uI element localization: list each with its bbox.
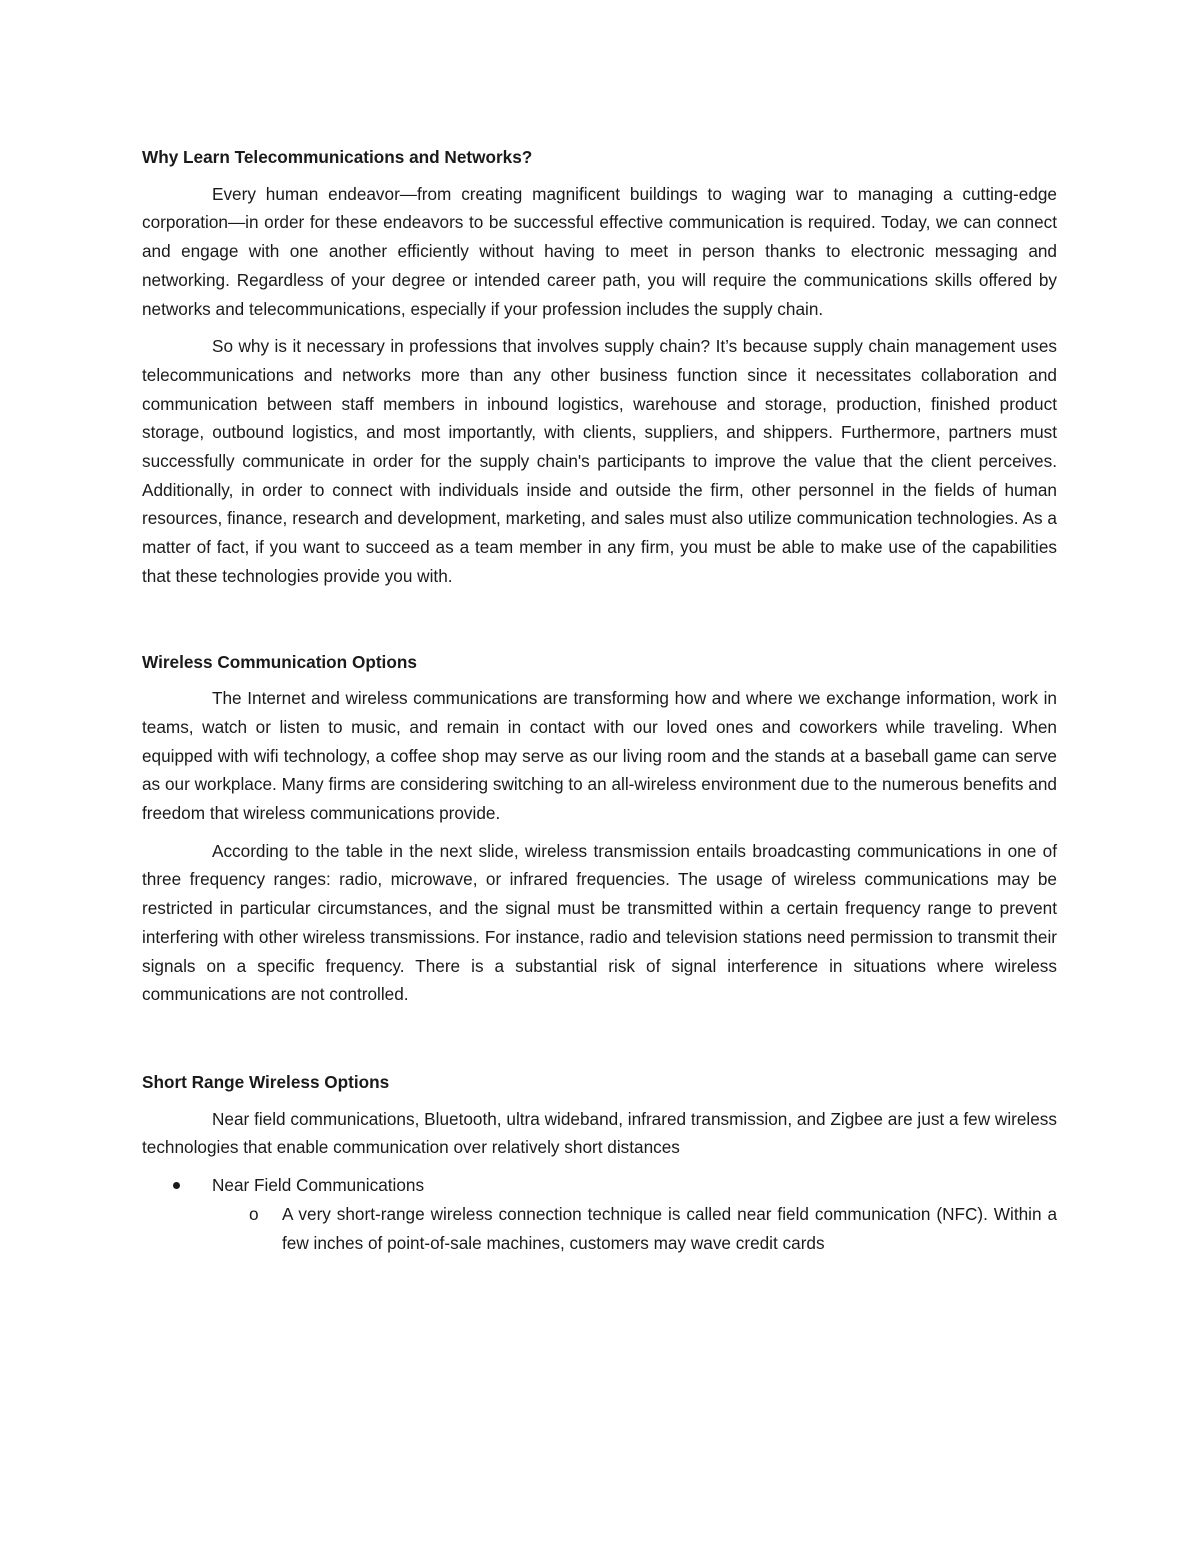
bullet-list [142, 1171, 1057, 1257]
paragraph: The Internet and wireless communications are transforming how and where we exchange information, work in teams, watch or listen to music, and remain in contact with our loved ones and coworkers while traveling. When equipped with wifi technology, a coffee shop may serve as our living room and the stands at a baseball game can serve as our workplace. Many firms are considering switching to an all-wireless environment due to the numerous benefits and freedom that wireless communications provide. [142, 688, 1057, 824]
paragraph: So why is it necessary in professions that involves supply chain? It’s because supply chain management uses telecommunications and networks more than any other business function since it necessitates collaboration and communication between staff members in inbound logistics, warehouse and storage, production, finished product storage, outbound logistics, and most importantly, with clients, suppliers, and shippers. Furthermore, partners must successfully communicate in order for the supply chain's participants to improve the value that the client perceives. Additionally, in order to connect with individuals inside and outside the firm, other personnel in the fields of human resources, finance, research and development, marketing, and sales must also utilize communication technologies. As a matter of fact, if you want to succeed as a team member in any firm, you must be able to make use of the capabilities that these technologies provide you with. [142, 336, 1057, 586]
sub-bullet-marker: o [249, 1203, 259, 1224]
bullet-dot-icon [173, 1182, 180, 1189]
sub-bullet-item [142, 1200, 1057, 1257]
section-heading-short-range: Short Range Wireless Options [142, 1071, 390, 1092]
section-heading-telecom: Why Learn Telecommunications and Networks? [142, 147, 533, 167]
sub-bullet-text: A very short-range wireless connection technique is called near field communication (NFC). Within a few inches of point-of-sale machines, customers may wave credit cards [282, 1203, 1057, 1253]
bullet-item [142, 1171, 1057, 1200]
paragraph: According to the table in the next slide, wireless transmission entails broadcasting communications in one of three frequency ranges: radio, microwave, or infrared frequencies. The usage of wireless communications may be restricted in particular circumstances, and the signal must be transmitted within a certain frequency range to prevent interfering with other wireless transmissions. For instance, radio and television stations need permission to transmit their signals on a specific frequency. There is a substantial risk of signal interference in situations where wireless communications are not controlled. [142, 840, 1057, 1005]
section-heading-wireless: Wireless Communication Options [142, 651, 417, 672]
paragraph: Every human endeavor—from creating magnificent buildings to waging war to managing a cutting-edge corporation—in order for these endeavors to be successful effective communication is required. Today, we can connect and engage with one another efficiently without having to meet in person thanks to electronic messaging and networking. Regardless of your degree or intended career path, you will require the communications skills offered by networks and telecommunications, especially if your profession includes the supply chain. [142, 183, 1057, 319]
document-body [142, 143, 1057, 1257]
section-spacer [142, 1018, 1057, 1068]
section-spacer [142, 600, 1057, 648]
paragraph: Near field communications, Bluetooth, ultra wideband, infrared transmission, and Zigbee are just a few wireless technologies that enable communication over relatively short distances [142, 1108, 1057, 1158]
bullet-label: Near Field Communications [212, 1175, 425, 1196]
